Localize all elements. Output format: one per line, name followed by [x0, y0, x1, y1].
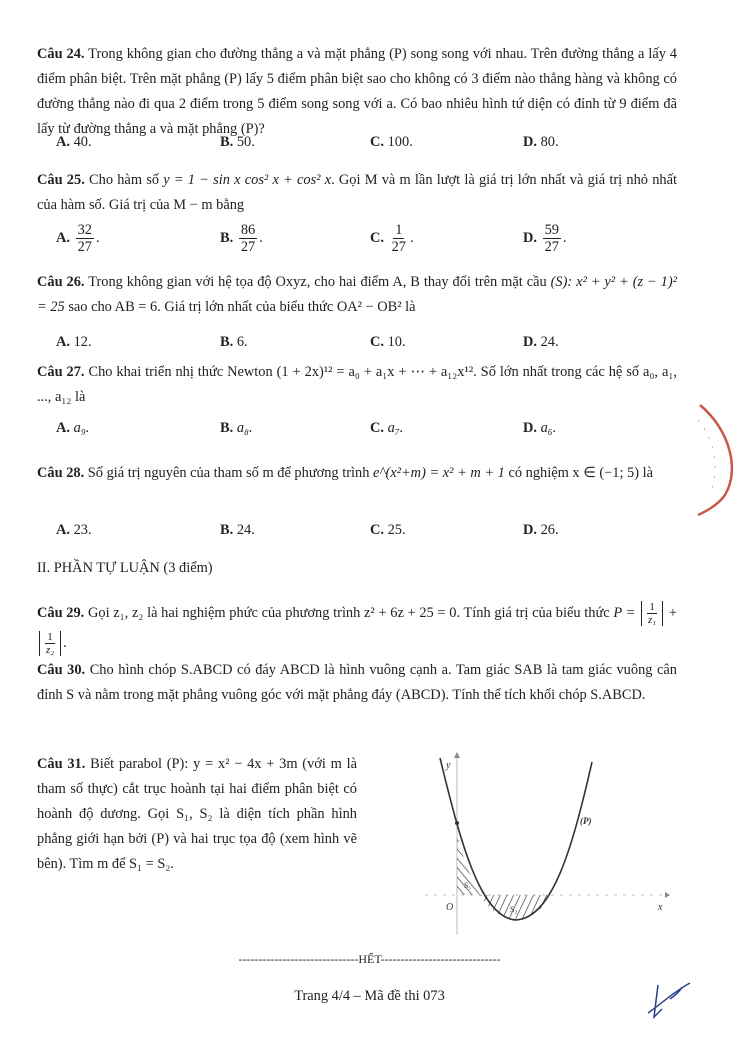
formula: P =: [613, 605, 636, 621]
question-label: Câu 31.: [37, 756, 86, 772]
question-label: Câu 26.: [37, 274, 85, 290]
s2-label: S₂: [510, 905, 518, 914]
question-text: Cho khai triển nhị thức Newton: [88, 364, 273, 380]
section-title: II. PHẦN TỰ LUẬN (3 điểm): [37, 560, 213, 576]
question-label: Câu 27.: [37, 364, 85, 380]
question-text: . Số lớn nhất trong các hệ số a₀, a₁, ..., a₁₂ là: [37, 364, 677, 405]
x-axis-arrow-icon: [665, 892, 670, 898]
option-d: D. 26.: [523, 522, 559, 538]
option-d: D. 80.: [523, 134, 559, 150]
question-24-options: [56, 134, 676, 160]
option-a: A. 12.: [56, 334, 92, 350]
question-27: [37, 360, 677, 410]
question-25-options: [56, 222, 676, 262]
question-26: [37, 270, 677, 320]
option-a: A. 23.: [56, 522, 92, 538]
question-31: [37, 752, 357, 877]
abs-term-1: $\frac{1}{\text{z₁}}$: [641, 601, 663, 626]
option-b: B. a₈.: [220, 420, 253, 436]
question-24: [37, 42, 677, 142]
question-text: Cho hàm số: [89, 172, 160, 188]
option-c: C. a₇.: [370, 420, 404, 436]
question-label: Câu 29.: [37, 605, 85, 621]
signature-icon: [640, 975, 700, 1025]
question-28: [37, 456, 677, 490]
option-c: C. 100.: [370, 134, 413, 150]
option-a: A. 40.: [56, 134, 92, 150]
option-d: D. 24.: [523, 334, 559, 350]
question-text: Biết parabol (P): y = x² − 4x + 3m (với m là tham số thực) cắt trục hoành tại hai điểm phân biệt có hoành độ dương. Gọi S₁, S₂ là diện tích phần hình phẳng giới hạn bởi (P) và hai trục tọa độ (xem hình vẽ bên). Tìm m để S₁ = S₂.: [37, 756, 357, 872]
y-axis-arrow-icon: [454, 752, 460, 758]
question-25: [37, 168, 677, 218]
question-text: có nghiệm x ∈ (−1; 5) là: [508, 465, 654, 481]
origin-label: O: [446, 902, 454, 913]
end-marker: ------------------------------HẾT------------------------------: [238, 952, 501, 966]
option-b: B. $\frac{86}{27}$ .: [220, 222, 263, 255]
curve-label: (P): [580, 816, 592, 826]
option-a: A. $\frac{32}{27}$ .: [56, 222, 100, 255]
question-text: Gọi z₁, z₂ là hai nghiệm phức của phương trình z² + 6z + 25 = 0. Tính giá trị của biểu thức: [87, 605, 610, 621]
formula: y = 1 − sin x cos² x + cos² x: [163, 172, 332, 188]
option-b: B. 6.: [220, 334, 248, 350]
question-label: Câu 25.: [37, 172, 85, 188]
option-a: A. a₉.: [56, 420, 90, 436]
option-c: C. 10.: [370, 334, 406, 350]
option-c: C. 25.: [370, 522, 406, 538]
abs-term-2: $\frac{1}{\text{z₂}}$: [39, 631, 61, 656]
option-d: D. $\frac{59}{27}$ .: [523, 222, 567, 255]
option-b: B. 24.: [220, 522, 255, 538]
question-text: Trong không gian với hệ tọa độ Oxyz, cho hai điểm A, B thay đổi trên mặt cầu: [88, 274, 547, 290]
question-label: Câu 28.: [37, 465, 85, 481]
x-axis-label: x: [658, 902, 663, 913]
question-text: Số giá trị nguyên của tham số m để phương trình: [87, 465, 370, 481]
question-28-options: [56, 522, 676, 548]
question-label: Câu 24.: [37, 46, 85, 62]
question-label: Câu 30.: [37, 662, 86, 678]
option-c: C. $\frac{1}{27}$ .: [370, 222, 414, 255]
question-29: Câu 29. Gọi z₁, z₂ là hai nghiệm phức của phương trình z² + 6z + 25 = 0. Tính giá trị của biểu thức P = $\frac{1}{\text{z₁}}$ + $\frac{1}{\text{z₂}}$ .: [37, 601, 677, 657]
stamp-seal-icon: [690, 400, 739, 520]
question-text: . Gọi M và m lần lượt là giá trị lớn nhất và giá trị nhỏ nhất của hàm số. Giá trị của M − m bằng: [37, 172, 677, 213]
parabola-graph: [420, 740, 700, 940]
question-26-options: [56, 334, 676, 360]
question-27-options: [56, 420, 676, 446]
formula: (1 + 2x)¹² = a₀ + a₁x + ⋯ + a₁₂x¹²: [276, 364, 474, 380]
question-30: [37, 658, 677, 708]
formula: e^(x²+m) = x² + m + 1: [373, 465, 505, 481]
option-b: B. 50.: [220, 134, 255, 150]
s1-label: S₁: [464, 881, 472, 890]
y-intercept-point: [455, 821, 459, 825]
page-info: Trang 4/4 – Mã đề thi 073: [294, 988, 445, 1004]
question-text: Cho hình chóp S.ABCD có đáy ABCD là hình vuông cạnh a. Tam giác SAB là tam giác vuông cân đỉnh S và nằm trong mặt phẳng vuông góc với mặt phẳng đáy (ABCD). Tính thể tích khối chóp S.ABCD.: [37, 662, 677, 703]
plus-sign: +: [668, 605, 677, 621]
y-axis-label: y: [446, 760, 451, 771]
question-text: sao cho AB = 6. Giá trị lớn nhất của biểu thức OA² − OB² là: [68, 299, 416, 315]
formula: (S): x² + y² + (z − 1)² = 25: [37, 274, 677, 315]
option-d: D. a₆.: [523, 420, 557, 436]
question-text: Trong không gian cho đường thẳng a và mặt phẳng (P) song song với nhau. Trên đường thẳng a lấy 4 điểm phân biệt. Trên mặt phẳng (P) lấy 5 điểm phân biệt sao cho không có 3 điểm nào thẳng hàng và không có đường thẳng nào đi qua 2 điểm trong 5 điểm song song với a. Có bao nhiêu hình tứ diện có đỉnh từ 9 điểm đã lấy từ đường thẳng a và mặt phẳng (P)?: [37, 46, 677, 137]
